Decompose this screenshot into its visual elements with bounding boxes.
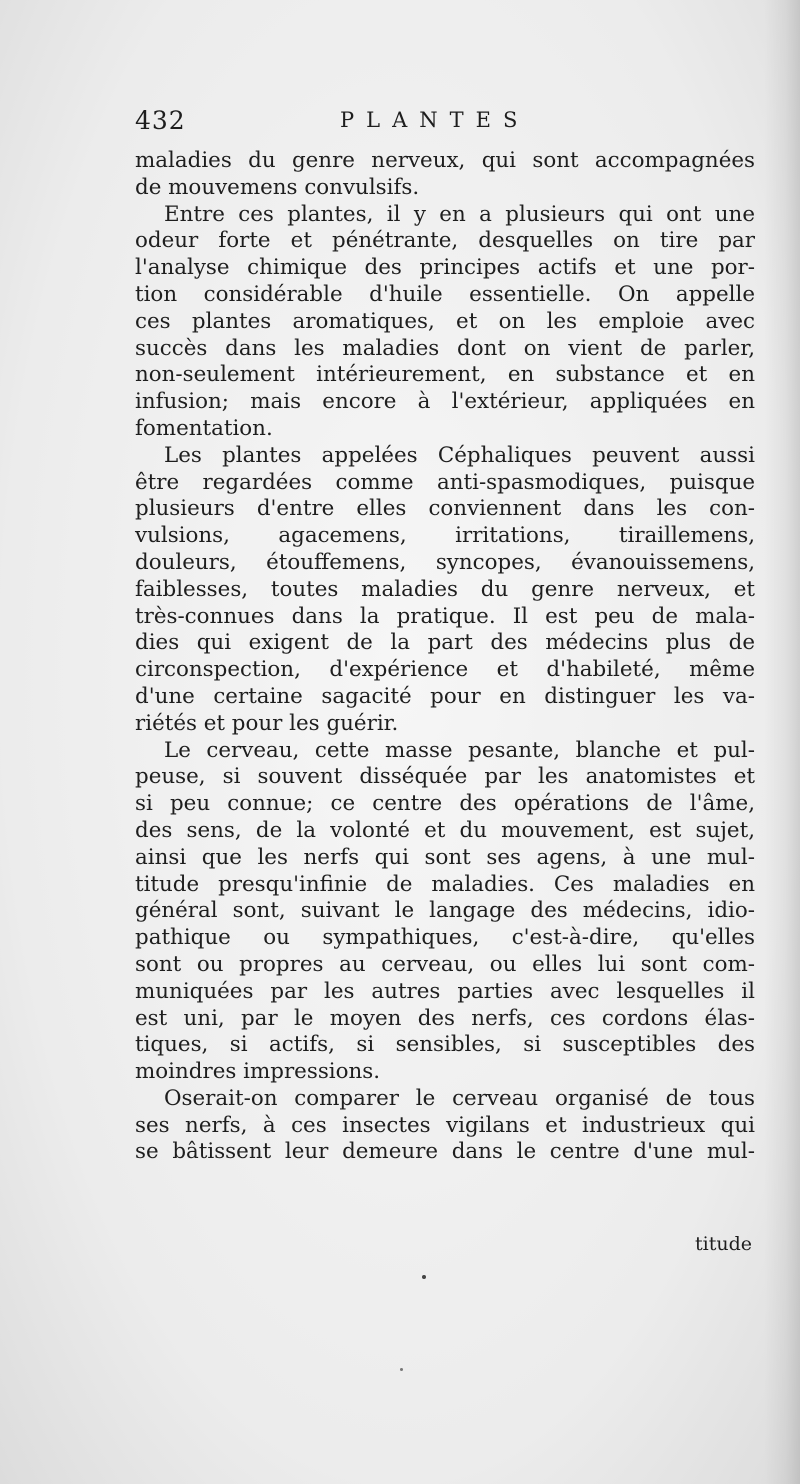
text-line: ainsi que les nerfs qui sont ses agens, à une mul-	[135, 844, 755, 870]
text-line: moindres impressions.	[135, 1059, 381, 1085]
text-line: général sont, suivant le langage des médecins, idio-	[135, 898, 755, 924]
text-line: Les plantes appelées Céphaliques peuvent aussi	[164, 442, 755, 468]
text-line: pathique ou sympathiques, c'est-à-dire, qu'elles	[135, 925, 755, 951]
text-line: dies qui exigent de la part des médecins plus de	[135, 630, 755, 656]
text-line: ses nerfs, à ces insectes vigilans et industrieux qui	[135, 1112, 755, 1138]
ink-speck	[422, 1275, 426, 1279]
text-line: peuse, si souvent disséquée par les anatomistes et	[135, 764, 755, 790]
text-line: d'une certaine sagacité pour en distinguer les va-	[135, 683, 755, 709]
page-header	[135, 106, 755, 140]
text-line: est uni, par le moyen des nerfs, ces cordons élas-	[135, 1005, 755, 1031]
text-line: vulsions, agacemens, irritations, tiraillemens,	[135, 523, 755, 549]
text-line: l'analyse chimique des principes actifs et une por-	[135, 255, 755, 281]
text-line: riétés et pour les guérir.	[135, 710, 399, 736]
text-line: non-seulement intérieurement, en substance et en	[135, 362, 755, 388]
text-line: plusieurs d'entre elles conviennent dans les con-	[135, 496, 755, 522]
running-head: PLANTES	[340, 108, 530, 132]
text-line: si peu connue; ce centre des opérations de l'âme,	[135, 791, 755, 817]
text-line: tion considérable d'huile essentielle. On appelle	[135, 281, 755, 307]
text-line: très-connues dans la pratique. Il est peu de mala-	[135, 603, 755, 629]
text-line: se bâtissent leur demeure dans le centre d'une mul-	[135, 1139, 755, 1165]
text-line: Entre ces plantes, il y en a plusieurs qui ont une	[164, 201, 755, 227]
text-line: Oserait-on comparer le cerveau organisé de tous	[164, 1085, 755, 1111]
page-gutter-shadow	[764, 0, 800, 1484]
body-text	[135, 148, 755, 1166]
text-line: muniquées par les autres parties avec lesquelles il	[135, 978, 755, 1004]
text-line: titude presqu'infinie de maladies. Ces maladies en	[135, 871, 755, 897]
text-line: tiques, si actifs, si sensibles, si susceptibles des	[135, 1032, 755, 1058]
text-line: des sens, de la volonté et du mouvement, est sujet,	[135, 817, 755, 843]
text-line: circonspection, d'expérience et d'habileté, même	[135, 657, 755, 683]
text-line: maladies du genre nerveux, qui sont accompagnées	[135, 148, 755, 173]
text-line: faiblesses, toutes maladies du genre nerveux, et	[135, 576, 755, 602]
text-line: succès dans les maladies dont on vient de parler,	[135, 335, 755, 361]
text-line: de mouvemens convulsifs.	[135, 174, 420, 200]
text-line: ces plantes aromatiques, et on les emploie avec	[135, 308, 755, 334]
ink-speck	[400, 1368, 403, 1371]
text-line: infusion; mais encore à l'extérieur, appliquées en	[135, 389, 755, 415]
text-line: douleurs, étouffemens, syncopes, évanouissemens,	[135, 549, 755, 575]
text-line: sont ou propres au cerveau, ou elles lui sont com-	[135, 951, 755, 977]
text-line: odeur forte et pénétrante, desquelles on tire par	[135, 228, 755, 254]
text-line: être regardées comme anti-spasmodiques, puisque	[135, 469, 755, 495]
text-line: fomentation.	[135, 415, 273, 441]
text-line: Le cerveau, cette masse pesante, blanche et pul-	[164, 737, 755, 763]
page-number: 432	[135, 106, 186, 135]
catchword: titude	[695, 1233, 752, 1255]
